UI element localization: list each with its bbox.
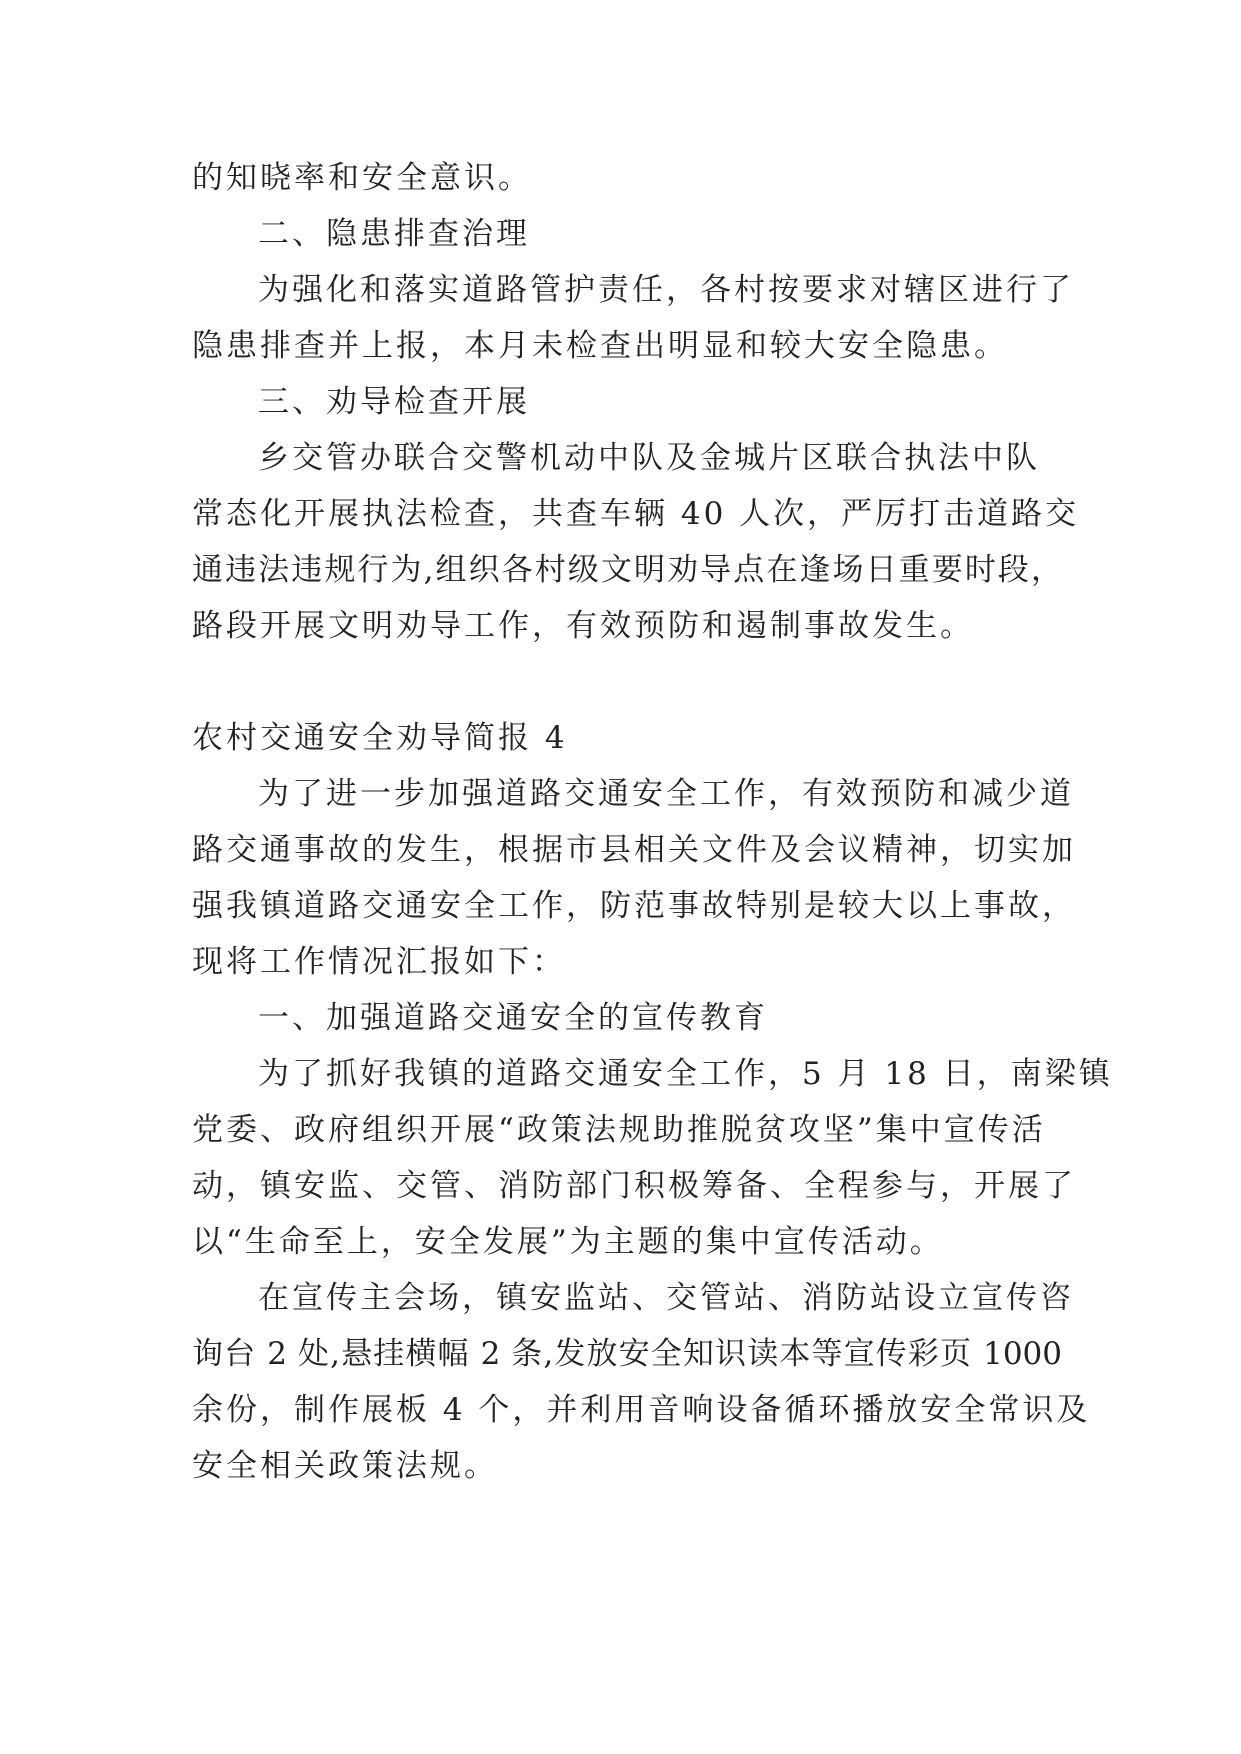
paragraph-line: 强我镇道路交通安全工作，防范事故特别是较大以上事故，: [192, 888, 1076, 924]
paragraph-line: 余份，制作展板 4 个，并利用音响设备循环播放安全常识及: [192, 1392, 1091, 1428]
paragraph-line: 以“生命至上，安全发展”为主题的集中宣传活动。: [192, 1224, 944, 1260]
section-heading: 三、劝导检查开展: [258, 384, 530, 420]
paragraph-line: 为了进一步加强道路交通安全工作，有效预防和减少道: [258, 776, 1074, 812]
section-heading: 一、加强道路交通安全的宣传教育: [258, 1000, 768, 1036]
paragraph-line: 现将工作情况汇报如下：: [192, 944, 566, 980]
paragraph-line: 路交通事故的发生，根据市县相关文件及会议精神，切实加: [192, 832, 1076, 868]
section-heading: 二、隐患排查治理: [258, 216, 530, 252]
report-title: 农村交通安全劝导简报 4: [192, 720, 568, 756]
paragraph-line: 党委、政府组织开展“政策法规助推脱贫攻坚”集中宣传活: [192, 1112, 1046, 1148]
paragraph-line: 路段开展文明劝导工作，有效预防和遏制事故发生。: [192, 608, 974, 644]
paragraph-line: 询台 2 处,悬挂横幅 2 条,发放安全知识读本等宣传彩页 1000: [192, 1336, 1062, 1372]
paragraph-line: 动，镇安监、交管、消防部门积极筹备、全程参与，开展了: [192, 1168, 1076, 1204]
paragraph-line: 安全相关政策法规。: [192, 1448, 498, 1484]
paragraph-line: 为了抓好我镇的道路交通安全工作，5 月 18 日，南梁镇: [258, 1056, 1113, 1092]
paragraph-line: 为强化和落实道路管护责任，各村按要求对辖区进行了: [258, 272, 1074, 308]
paragraph-line: 乡交管办联合交警机动中队及金城片区联合执法中队: [258, 440, 1040, 476]
paragraph-line: 常态化开展执法检查，共查车辆 40 人次，严厉打击道路交: [192, 496, 1080, 532]
paragraph-line: 通违法违规行为,组织各村级文明劝导点在逢场日重要时段，: [192, 552, 1062, 588]
paragraph-tail: 的知晓率和安全意识。: [192, 160, 532, 196]
paragraph-line: 隐患排查并上报，本月未检查出明显和较大安全隐患。: [192, 328, 1008, 364]
paragraph-line: 在宣传主会场，镇安监站、交管站、消防站设立宣传咨: [258, 1280, 1074, 1316]
